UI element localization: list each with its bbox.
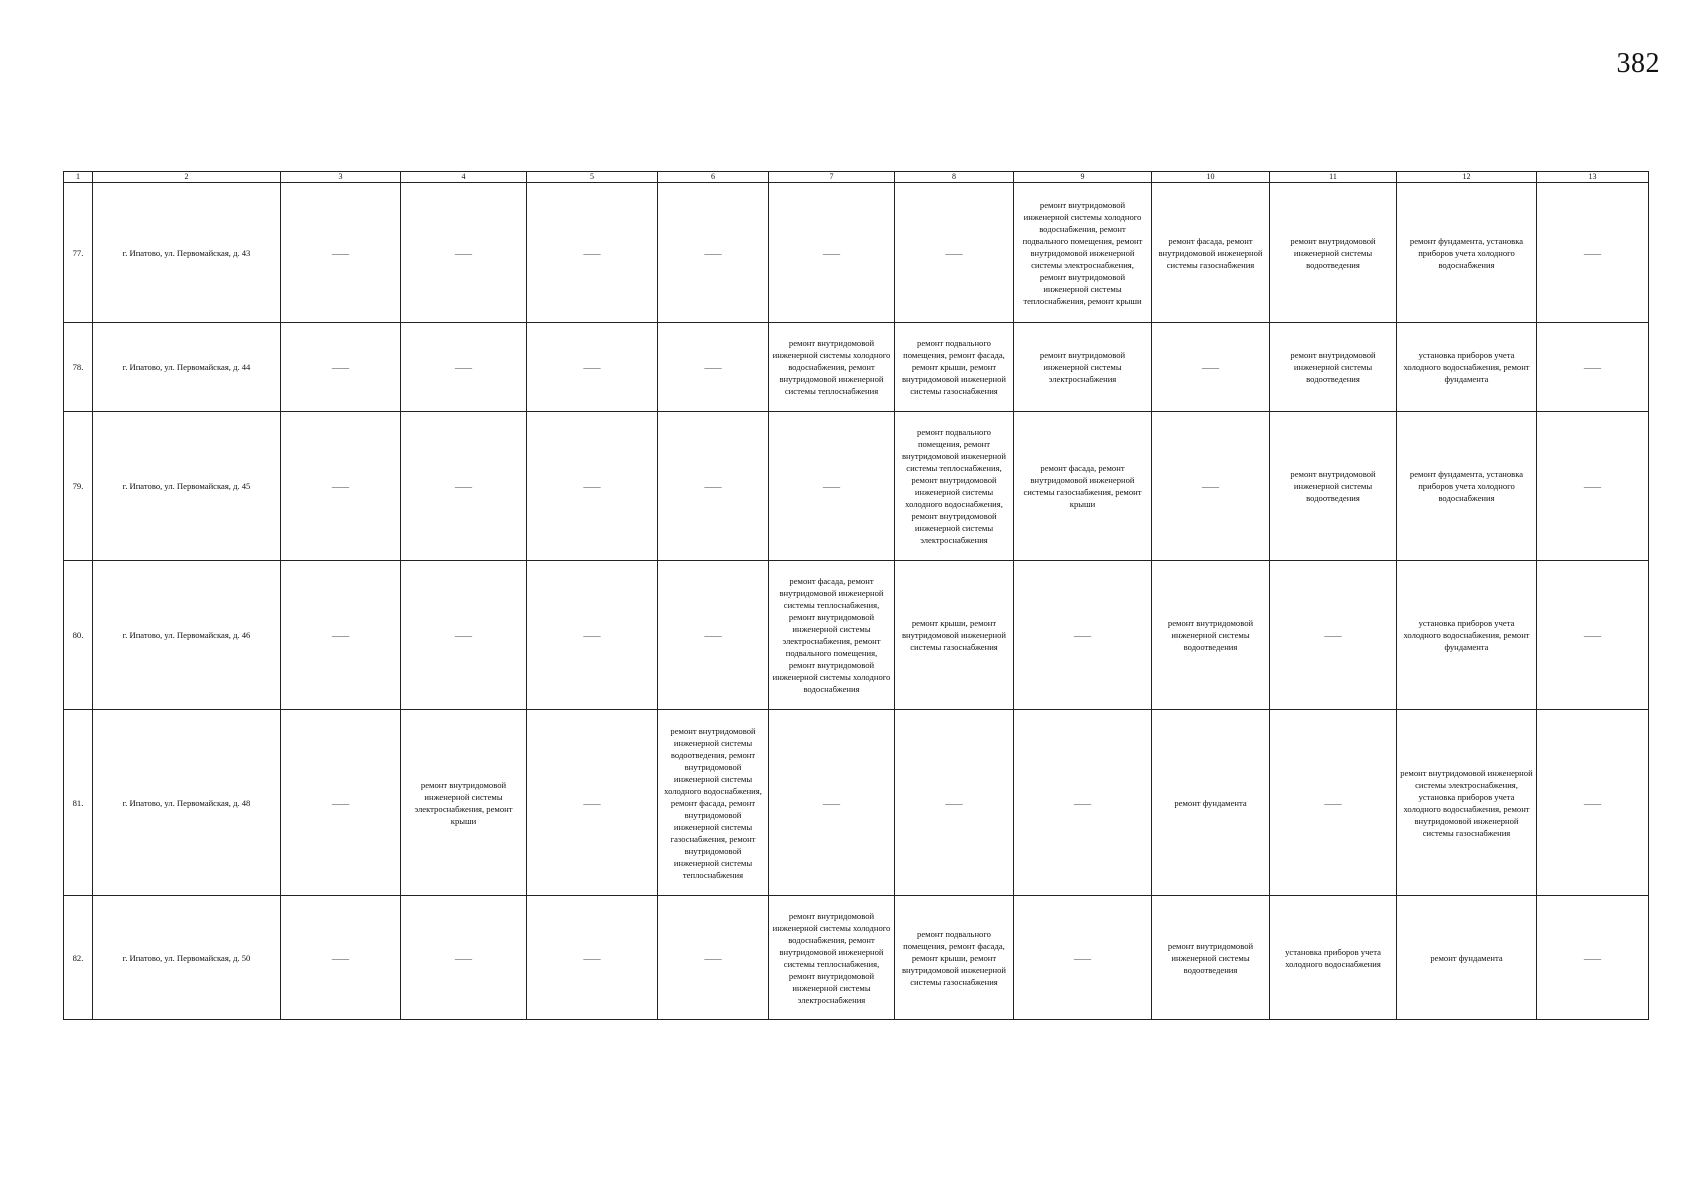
table-cell: ремонт фасада, ремонт внутридомовой инженерной системы газоснабжения — [1152, 183, 1270, 323]
table-cell: —— — [281, 412, 401, 561]
table-cell: —— — [401, 561, 527, 710]
table-cell: —— — [658, 896, 769, 1020]
table-cell: —— — [1537, 710, 1649, 896]
column-header: 10 — [1152, 172, 1270, 183]
row-number: 78. — [64, 323, 93, 412]
table-cell: установка приборов учета холодного водоснабжения — [1270, 896, 1397, 1020]
table-cell: —— — [658, 561, 769, 710]
table-cell: —— — [1014, 561, 1152, 710]
table-cell: ремонт подвального помещения, ремонт фасада, ремонт крыши, ремонт внутридомовой инженерной системы газоснабжения — [895, 323, 1014, 412]
table-cell: ремонт внутридомовой инженерной системы холодного водоснабжения, ремонт внутридомовой инженерной системы теплоснабжения, ремонт внутридомовой инженерной системы электроснабжения — [769, 896, 895, 1020]
table-cell: —— — [401, 896, 527, 1020]
table-cell: —— — [1537, 412, 1649, 561]
table-cell: —— — [527, 323, 658, 412]
table-cell: ремонт подвального помещения, ремонт фасада, ремонт крыши, ремонт внутридомовой инженерной системы газоснабжения — [895, 896, 1014, 1020]
column-number-row — [64, 172, 1649, 183]
table-cell: ремонт внутридомовой инженерной системы водоотведения — [1152, 896, 1270, 1020]
table-cell: установка приборов учета холодного водоснабжения, ремонт фундамента — [1397, 561, 1537, 710]
table-cell: —— — [527, 710, 658, 896]
table-cell: ремонт фундамента — [1152, 710, 1270, 896]
table-cell: —— — [281, 561, 401, 710]
table-row — [64, 412, 1649, 561]
table-cell: ремонт крыши, ремонт внутридомовой инженерной системы газоснабжения — [895, 561, 1014, 710]
table-cell: —— — [895, 183, 1014, 323]
table-cell: установка приборов учета холодного водоснабжения, ремонт фундамента — [1397, 323, 1537, 412]
table-cell: ремонт внутридомовой инженерной системы электроснабжения — [1014, 323, 1152, 412]
table-cell: ремонт внутридомовой инженерной системы электроснабжения, ремонт крыши — [401, 710, 527, 896]
table-cell: —— — [401, 323, 527, 412]
table-cell: ремонт фасада, ремонт внутридомовой инженерной системы теплоснабжения, ремонт внутридомовой инженерной системы электроснабжения, ремонт подвального помещения, ремонт внутридомовой инженерной системы холодного водоснабжения — [769, 561, 895, 710]
table-cell: —— — [527, 183, 658, 323]
table-cell: —— — [281, 710, 401, 896]
row-number: 77. — [64, 183, 93, 323]
table-cell: —— — [401, 183, 527, 323]
address-cell: г. Ипатово, ул. Первомайская, д. 43 — [93, 183, 281, 323]
table-cell: —— — [1537, 896, 1649, 1020]
table-cell: ремонт внутридомовой инженерной системы водоотведения — [1270, 183, 1397, 323]
table-cell: —— — [769, 412, 895, 561]
column-header: 6 — [658, 172, 769, 183]
table-cell: ремонт фундамента — [1397, 896, 1537, 1020]
table-cell: ремонт подвального помещения, ремонт внутридомовой инженерной системы теплоснабжения, ремонт внутридомовой инженерной системы холодного водоснабжения, ремонт внутридомовой инженерной системы электроснабжения — [895, 412, 1014, 561]
row-number: 79. — [64, 412, 93, 561]
table-row — [64, 323, 1649, 412]
address-cell: г. Ипатово, ул. Первомайская, д. 48 — [93, 710, 281, 896]
address-cell: г. Ипатово, ул. Первомайская, д. 46 — [93, 561, 281, 710]
table-row — [64, 710, 1649, 896]
table-cell: ремонт внутридомовой инженерной системы электроснабжения, установка приборов учета холодного водоснабжения, ремонт внутридомовой инженерной системы газоснабжения — [1397, 710, 1537, 896]
row-number: 82. — [64, 896, 93, 1020]
page-number: 382 — [1616, 48, 1660, 79]
table-cell: ремонт фасада, ремонт внутридомовой инженерной системы газоснабжения, ремонт крыши — [1014, 412, 1152, 561]
table-row — [64, 561, 1649, 710]
row-number: 80. — [64, 561, 93, 710]
column-header: 13 — [1537, 172, 1649, 183]
address-cell: г. Ипатово, ул. Первомайская, д. 50 — [93, 896, 281, 1020]
table-cell: —— — [769, 183, 895, 323]
column-header: 9 — [1014, 172, 1152, 183]
repair-schedule-table — [63, 171, 1649, 1020]
column-header: 11 — [1270, 172, 1397, 183]
table-cell: —— — [401, 412, 527, 561]
table-cell: ремонт фундамента, установка приборов учета холодного водоснабжения — [1397, 183, 1537, 323]
column-header: 4 — [401, 172, 527, 183]
address-cell: г. Ипатово, ул. Первомайская, д. 44 — [93, 323, 281, 412]
address-cell: г. Ипатово, ул. Первомайская, д. 45 — [93, 412, 281, 561]
table-row — [64, 896, 1649, 1020]
table-cell: —— — [527, 412, 658, 561]
row-number: 81. — [64, 710, 93, 896]
table-cell: ремонт внутридомовой инженерной системы холодного водоснабжения, ремонт подвального помещения, ремонт внутридомовой инженерной системы электроснабжения, ремонт внутридомовой инженерной системы теплоснабжения, ремонт крыши — [1014, 183, 1152, 323]
table-cell: —— — [527, 896, 658, 1020]
table-cell: —— — [658, 183, 769, 323]
column-header: 12 — [1397, 172, 1537, 183]
table-cell: —— — [1014, 710, 1152, 896]
column-header: 3 — [281, 172, 401, 183]
table-cell: —— — [658, 323, 769, 412]
table-row — [64, 183, 1649, 323]
table-cell: ремонт внутридомовой инженерной системы водоотведения — [1270, 412, 1397, 561]
table-cell: ремонт фундамента, установка приборов учета холодного водоснабжения — [1397, 412, 1537, 561]
table-cell: —— — [895, 710, 1014, 896]
table-cell: —— — [1537, 561, 1649, 710]
table-cell: ремонт внутридомовой инженерной системы холодного водоснабжения, ремонт внутридомовой инженерной системы теплоснабжения — [769, 323, 895, 412]
column-header: 1 — [64, 172, 93, 183]
table-cell: ремонт внутридомовой инженерной системы водоотведения — [1152, 561, 1270, 710]
table-cell: ремонт внутридомовой инженерной системы водоотведения — [1270, 323, 1397, 412]
table-cell: —— — [769, 710, 895, 896]
table-cell: —— — [1537, 323, 1649, 412]
table-cell: —— — [1014, 896, 1152, 1020]
table-cell: —— — [1152, 323, 1270, 412]
column-header: 7 — [769, 172, 895, 183]
table-cell: —— — [527, 561, 658, 710]
table-cell: —— — [1270, 710, 1397, 896]
table-cell: —— — [1537, 183, 1649, 323]
table-cell: —— — [1152, 412, 1270, 561]
table-cell: ремонт внутридомовой инженерной системы водоотведения, ремонт внутридомовой инженерной системы холодного водоснабжения, ремонт фасада, ремонт внутридомовой инженерной системы газоснабжения, ремонт внутридомовой инженерной системы теплоснабжения — [658, 710, 769, 896]
column-header: 8 — [895, 172, 1014, 183]
table-cell: —— — [281, 323, 401, 412]
table-cell: —— — [281, 183, 401, 323]
column-header: 2 — [93, 172, 281, 183]
table-cell: —— — [658, 412, 769, 561]
table-cell: —— — [281, 896, 401, 1020]
column-header: 5 — [527, 172, 658, 183]
table-cell: —— — [1270, 561, 1397, 710]
